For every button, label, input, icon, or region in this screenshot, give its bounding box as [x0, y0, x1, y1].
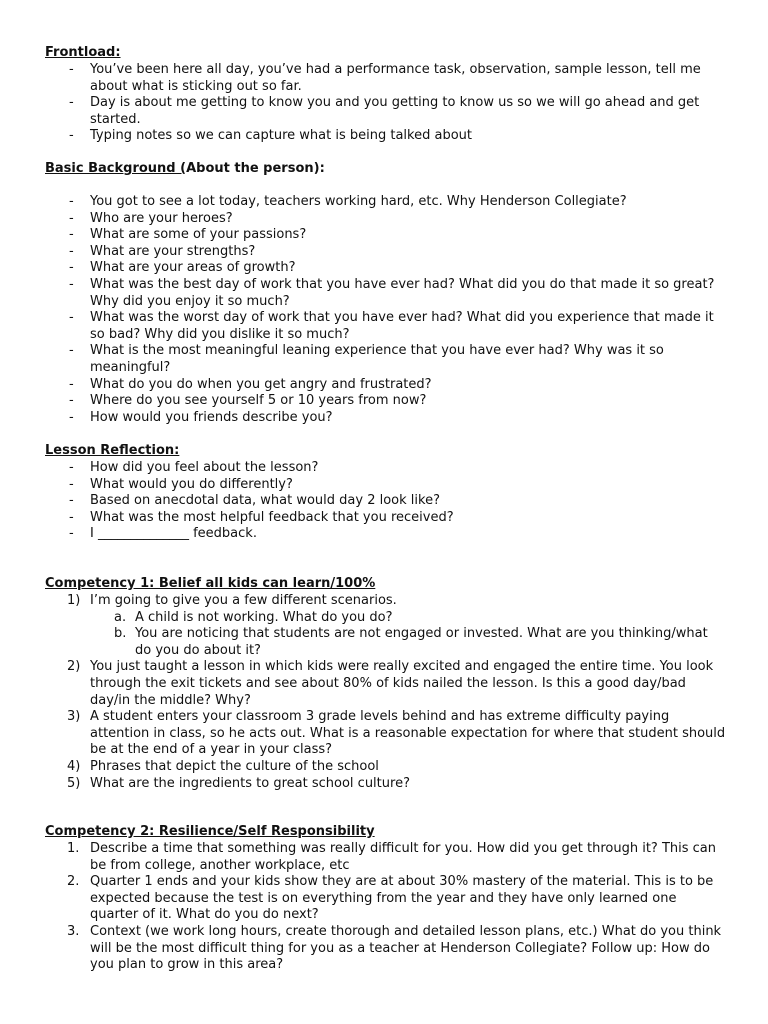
list-item: - You got to see a lot today, teachers working hard, etc. Why Henderson Collegiate? [69, 194, 627, 209]
list-item: - What was the worst day of work that you have ever had? What did you experience that made it so bad? Why did you dislike it so much? [69, 310, 714, 342]
list-item: - What are your strengths? [69, 243, 256, 259]
list-item: - What are some of your passions? [69, 227, 307, 243]
list-item: - What was the best day of work that you have ever had? What did you do that made it so great? Why did you enjoy it so much? [69, 276, 715, 309]
list-item: - Based on anecdotal data, what would day 2 look like? [69, 493, 440, 509]
list-item: 3. Context (we work long hours, create thorough and detailed lesson plans, etc.) What do you think will be the most difficult thing for you as a teacher at Henderson Collegiate? Follow up: How do you plan to grow in this area? [67, 923, 722, 973]
list-item: - Day is about me getting to know you and you getting to know us so we will go ahead and get started. [69, 95, 700, 127]
list-item: 3) A student enters your classroom 3 grade levels behind and has extreme difficulty paying attention in class, so he acts out. What is a reasonable expectation for where that student should be at the end of a year in your class? [67, 709, 726, 758]
frontload-list [0, 62, 768, 145]
frontload-heading [45, 45, 121, 62]
competency2-list [0, 841, 768, 974]
reflection-list [0, 460, 768, 543]
list-item: 2) You just taught a lesson in which kids were really excited and engaged the entire time. You look through the exit tickets and see about 80% of kids nailed the lesson. Is this a good day/bad day/in the middle? Why? [67, 659, 714, 708]
list-item: - Typing notes so we can capture what is being talked about [69, 128, 472, 144]
list-item: 5) What are the ingredients to great school culture? [67, 775, 410, 791]
list-item: - Where do you see yourself 5 or 10 years from now? [69, 393, 427, 409]
list-item: - How would you friends describe you? [69, 409, 333, 425]
competency1-heading: Competency 1: Belief all kids can learn/100% [45, 576, 376, 591]
list-item: 4) Phrases that depict the culture of the school [67, 758, 379, 774]
list-item: - What was the most helpful feedback that you received? [69, 509, 454, 525]
list-item: - What are your areas of growth? [69, 260, 296, 276]
competency1-list [0, 593, 768, 792]
competency2-heading: Competency 2: Resilience/Self Responsibility [45, 824, 375, 839]
list-item: - What do you do when you get angry and frustrated? [69, 376, 432, 392]
list-item: - What is the most meaningful leaning experience that you have ever had? Why was it so meaningful? [69, 343, 664, 375]
background-list [0, 194, 768, 426]
list-item: 2. Quarter 1 ends and your kids show they are at about 30% mastery of the material. This is to be expected because the test is on everything from the year and they have only learned one quarter of it. What do you do next? [67, 874, 714, 923]
list-item: - What would you do differently? [69, 476, 293, 492]
background-heading: Basic Background (About the person): [45, 161, 325, 176]
list-item: - I ______________ feedback. [69, 526, 257, 542]
frontload-heading-text: Frontload: [45, 45, 121, 60]
list-item: - How did you feel about the lesson? [69, 460, 319, 475]
list-item: 1. Describe a time that something was really difficult for you. How did you get through it? This can be from college, another workplace, etc [67, 841, 716, 873]
list-item: - Who are your heroes? [69, 210, 233, 226]
list-item: - You’ve been here all day, you’ve had a performance task, observation, sample lesson, tell me about what is sticking out so far. [69, 62, 701, 94]
list-item: 1) I’m going to give you a few different scenarios. [67, 593, 397, 608]
list-item: a. A child is not working. What do you do? [114, 609, 393, 625]
reflection-heading: Lesson Reflection: [45, 443, 180, 458]
list-item: b. You are noticing that students are not engaged or invested. What are you thinking/what do you do about it? [114, 626, 708, 658]
